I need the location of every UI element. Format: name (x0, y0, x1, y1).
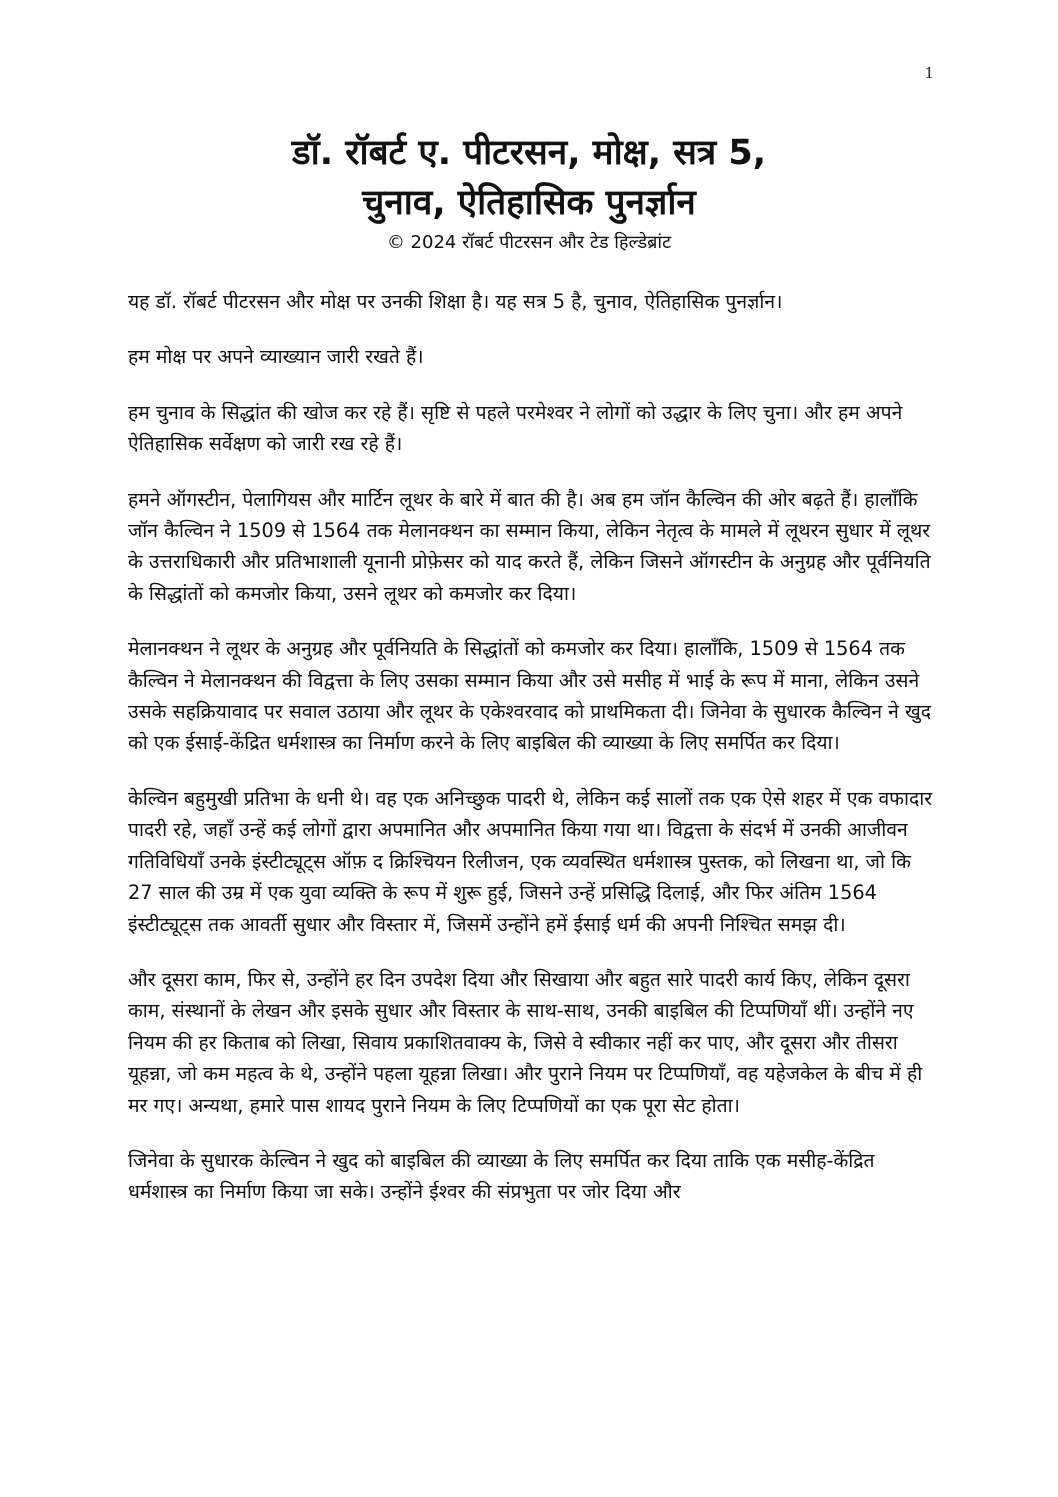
title-line-2: चुनाव, ऐतिहासिक पुनर्ज्ञान (362, 183, 696, 223)
paragraph: यह डॉ. रॉबर्ट पीटरसन और मोक्ष पर उनकी शिक्षा है। यह सत्र 5 है, चुनाव, ऐतिहासिक पुनर्ज्ञान। (128, 290, 783, 313)
document-header (100, 128, 958, 256)
paragraph: हम चुनाव के सिद्धांत की खोज कर रहे हैं। सृष्टि से पहले परमेश्वर ने लोगों को उद्धार के लिए चुना। और हम अपने ऐतिहासिक सर्वेक्षण को जारी रख रहे हैं। (128, 400, 903, 456)
paragraph: हमने ऑगस्टीन, पेलागियस और मार्टिन लूथर के बारे में बात की है। अब हम जॉन कैल्विन की ओर बढ़ते हैं। हालाँकि जॉन कैल्विन ने 1509 से 1564 तक मेलानक्थन का सम्मान किया, लेकिन नेतृत्व के मामले में लूथरन सुधार में लूथर के उत्तराधिकारी और प्रतिभाशाली यूनानी प्रोफ़ेसर को याद करते हैं, लेकिन जिसने ऑगस्टीन के अनुग्रह और पूर्वनियति के सिद्धांतों को कमजोर किया, उसने लूथर को कमजोर कर दिया। (128, 487, 931, 605)
paragraph: केल्विन बहुमुखी प्रतिभा के धनी थे। वह एक अनिच्छुक पादरी थे, लेकिन कई सालों तक एक ऐसे शहर में एक वफादार पादरी रहे, जहाँ उन्हें कई लोगों द्वारा अपमानित और अपमानित किया गया था। विद्वत्ता के संदर्भ में उनकी आजीवन गतिविधियाँ उनके इंस्टीट्यूट्स ऑफ़ द क्रिश्चियन रिलीजन, एक व्यवस्थित धर्मशास्त्र पुस्तक, को लिखना था, जो कि 27 साल की उम्र में एक युवा व्यक्ति के रूप में शुरू हुई, जिसने उन्हें प्रसिद्धि दिलाई, और फिर अंतिम 1564 इंस्टीट्यूट्स तक आवर्ती सुधार और विस्तार में, जिसमें उन्होंने हमें ईसाई धर्म की अपनी निश्चित समझ दी। (128, 786, 933, 936)
document-body (128, 286, 934, 1232)
title-line-1: डॉ. रॉबर्ट ए. पीटरसन, मोक्ष, सत्र 5, (291, 133, 767, 173)
copyright-notice: © 2024 रॉबर्ट पीटरसन और टेड हिल्डेब्रांट (386, 232, 672, 253)
paragraph: हम मोक्ष पर अपने व्याख्यान जारी रखते हैं। (128, 345, 424, 369)
paragraph: और दूसरा काम, फिर से, उन्होंने हर दिन उपदेश दिया और सिखाया और बहुत सारे पादरी कार्य किए, लेकिन दूसरा काम, संस्थानों के लेखन और इसके सुधार और विस्तार के साथ-साथ, उनकी बाइबिल की टिप्पणियाँ थीं। उन्होंने नए नियम की हर किताब को लिखा, सिवाय प्रकाशितवाक्य के, जिसे वे स्वीकार नहीं कर पाए, और दूसरा और तीसरा यूहन्ना, जो कम महत्व के थे, उन्होंने पहला यूहन्ना लिखा। और पुराने नियम पर टिप्पणियाँ, वह यहेजकेल के बीच में ही मर गए। अन्यथा, हमारे पास शायद पुराने नियम के लिए टिप्पणियों का एक पूरा सेट होता। (128, 967, 923, 1117)
page-number: 1 (924, 64, 934, 82)
paragraph: जिनेवा के सुधारक केल्विन ने खुद को बाइबिल की व्याख्या के लिए समर्पित कर दिया ताकि एक मसीह-केंद्रित धर्मशास्त्र का निर्माण किया जा सके। उन्होंने ईश्वर की संप्रभुता पर जोर दिया और (128, 1148, 875, 1204)
paragraph: मेलानक्थन ने लूथर के अनुग्रह और पूर्वनियति के सिद्धांतों को कमजोर कर दिया। हालाँकि, 1509 से 1564 तक कैल्विन ने मेलानक्थन की विद्वत्ता के लिए उसका सम्मान किया और उसे मसीह में भाई के रूप में माना, लेकिन उसने उसके सहक्रियावाद पर सवाल उठाया और लूथर के एकेश्वरवाद को प्राथमिकता दी। जिनेवा के सुधारक कैल्विन ने खुद को एक ईसाई-केंद्रित धर्मशास्त्र का निर्माण करने के लिए बाइबिल की व्याख्या के लिए समर्पित कर दिया। (128, 637, 931, 755)
